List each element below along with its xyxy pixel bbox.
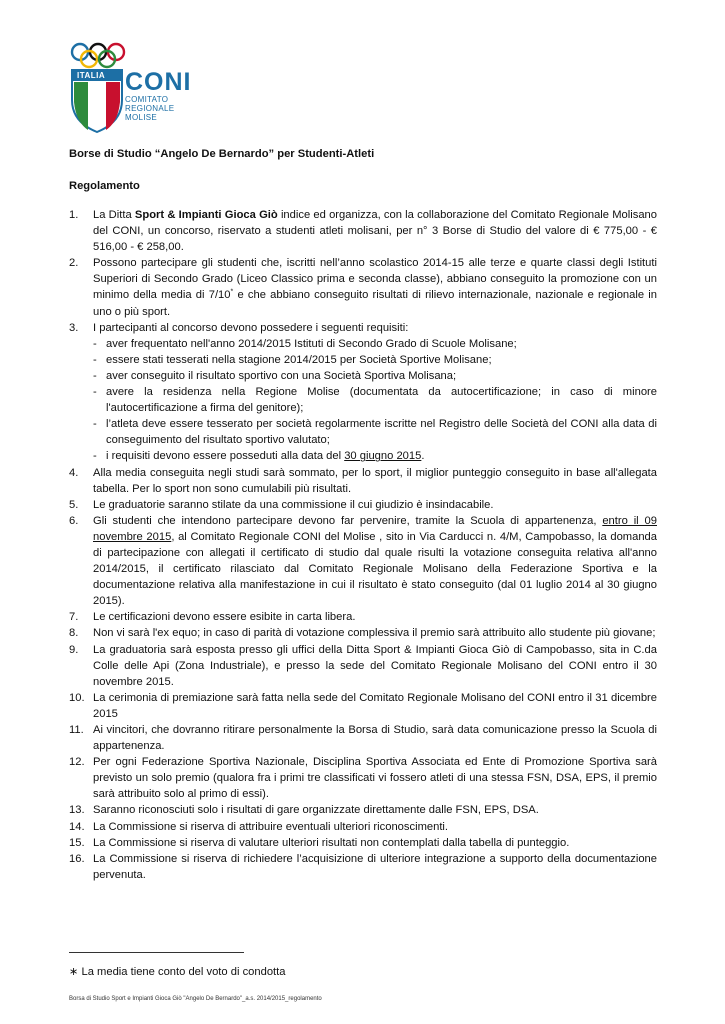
rule-item: [69, 465, 657, 497]
rule-number: 12.: [69, 756, 85, 769]
requirement-text: .: [421, 450, 425, 463]
rule-number: 5.: [69, 498, 79, 511]
rule-item: [69, 802, 657, 818]
rule-text: Gli studenti che intendono partecipare devono far pervenire, tramite la Scuola di appartenenza,: [93, 514, 603, 527]
italia-label: ITALIA: [77, 71, 106, 80]
rule-number: 15.: [69, 836, 85, 849]
requirement-text: essere stati tesserati nella stagione 2014/2015 per Società Sportive Molisane;: [106, 353, 492, 366]
rule-number: 11.: [69, 724, 84, 736]
rule-item: [69, 835, 657, 851]
rule-number: 8.: [69, 627, 79, 640]
logo-text: [125, 70, 192, 122]
logo-sub-line-2: REGIONALE: [125, 104, 175, 113]
rule-item: [69, 642, 657, 690]
requirement-item: [93, 352, 657, 368]
rule-number: 9.: [69, 643, 79, 656]
rule-number: 14.: [69, 820, 85, 833]
rule-item: [69, 207, 657, 255]
rule-text: Non vi sarà l'ex equo; in caso di parità di votazione complessiva il premio sarà attribuito allo studente più giovane;: [93, 627, 656, 640]
dash-bullet: -: [93, 353, 97, 366]
deadline-date: entro il 09 novembre 2015: [93, 514, 657, 543]
footnote-marker: *: [230, 288, 234, 296]
rule-text: La Commissione si riserva di attribuire eventuali ulteriori riconoscimenti.: [93, 820, 449, 833]
rule-number: 10.: [69, 691, 85, 704]
requirement-text: l’atleta deve essere tesserato per società regolarmente iscritte nel Registro delle Società del CONI alla data di conseguimento del risultato sportivo valutato;: [106, 418, 657, 447]
requirements-list: [93, 336, 657, 465]
rule-text: La Commissione si riserva di valutare ulteriori risultati non contemplati dalla tabella di punteggio.: [93, 836, 570, 849]
rule-text: Ai vincitori, che dovranno ritirare personalmente la Borsa di Studio, sarà data comunicazione presso la Scuola di appartenenza.: [93, 724, 657, 753]
page-footer: Borsa di Studio Sport e Impianti Gioca Giò "Angelo De Bernardo"_a.s. 2014/2015_regolamento: [69, 996, 322, 1002]
requirement-text: avere la residenza nella Regione Molise (documentata da autocertificazione; in caso di minore l'autocertificazione a firma del genitore);: [106, 386, 657, 415]
rule-text: Per ogni Federazione Sportiva Nazionale, Disciplina Sportiva Associata ed Ente di Promozione Sportiva sarà previsto un solo premio (qualora fra i primi tre classificati vi fossero atleti di una stessa FSN, DSA, EPS, il premio sarà attribuito solo al primo di essi).: [93, 756, 657, 801]
rule-text: Possono partecipare gli studenti che, iscritti nell’anno scolastico 2014-15 alle terze e quarte classi degli Istituti Superiori di Secondo Grado (Liceo Classico prima e seconda classe), abbiano conseguito la promozione con un minimo della media di 7/10: [93, 257, 657, 302]
rule-text: Le certificazioni devono essere esibite in carta libera.: [93, 611, 356, 624]
dash-bullet: -: [93, 369, 97, 382]
requirement-item: [93, 448, 657, 464]
logo-sub-line-1: COMITATO: [125, 95, 169, 104]
dash-bullet: -: [93, 418, 97, 431]
footnote: ∗ La media tiene conto del voto di condotta: [69, 966, 286, 978]
rule-text: La graduatoria sarà esposta presso gli uffici della Ditta Sport & Impianti Gioca Giò di Campobasso, sita in C.da Colle delle Api (Zona Industriale), e presso la sede del Comitato Regionale Molisano del CONI entro il 30 novembre 2015.: [93, 643, 657, 688]
rule-item: [69, 255, 657, 319]
rule-text: La Commissione si riserva di richiedere l’acquisizione di ulteriore integrazione a supporto della documentazione pervenuta.: [93, 852, 657, 881]
requirement-item: [93, 336, 657, 352]
rule-item: [69, 513, 657, 610]
requirement-text: i requisiti devono essere posseduti alla data del: [106, 450, 345, 463]
rule-text: Le graduatorie saranno stilate da una commissione il cui giudizio è insindacabile.: [93, 498, 494, 511]
rule-item: [69, 625, 657, 641]
company-name: Sport & Impianti Gioca Giò: [134, 209, 278, 221]
rule-text: Alla media conseguita negli studi sarà sommato, per lo sport, il miglior punteggio conseguito in base all'allegata tabella. Per lo sport non sono cumulabili più risultati.: [93, 466, 657, 495]
rule-text: Saranno riconosciuti solo i risultati di gare organizzate direttamente dalle FSN, EPS, DSA.: [93, 804, 539, 817]
rule-text: e che abbiano conseguito risultati di rilievo internazionale, nazionale e regionale in uno o più sport.: [93, 289, 658, 318]
dash-bullet: -: [93, 386, 97, 399]
rule-text: La cerimonia di premiazione sarà fatta nella sede del Comitato Regionale Molisano del CONI entro il 31 dicembre 2015: [93, 691, 657, 720]
rule-text: , al Comitato Regionale CONI del Molise , sito in Via Carducci n. 4/M, Campobasso, la domanda di partecipazione con allegati il certificato di studio dal quale risulti la votazione conseguita relativa all'anno 2014/2015, il certificato rilasciato dal Comitato Regionale Molisano della Federazione Sportiva e la documentazione relativa alla manifestazione in cui il risultato è stato conseguito (dal 01 luglio 2014 al 30 giugno 2015).: [93, 530, 657, 608]
rule-item: [69, 320, 657, 465]
rule-item: [69, 497, 657, 513]
rule-number: 16.: [69, 852, 85, 865]
section-heading: Regolamento: [69, 180, 140, 192]
rule-number: 6.: [69, 514, 79, 527]
rule-item: [69, 851, 657, 883]
rule-item: [69, 722, 657, 754]
rule-number: 4.: [69, 466, 79, 479]
rules-list: [69, 207, 657, 883]
requirement-text: aver frequentato nell'anno 2014/2015 Istituti di Secondo Grado di Scuole Molisane;: [106, 337, 517, 350]
rule-number: 1.: [69, 209, 79, 221]
document-title: Borse di Studio “Angelo De Bernardo” per Studenti-Atleti: [69, 148, 375, 160]
logo-sub-line-3: MOLISE: [125, 113, 158, 122]
requirement-item: [93, 368, 657, 384]
rule-item: [69, 819, 657, 835]
rule-number: 13.: [69, 804, 85, 817]
rule-item: [69, 754, 657, 802]
dash-bullet: -: [93, 450, 97, 463]
rule-item: [69, 609, 657, 625]
rule-text: La Ditta: [93, 209, 135, 221]
rule-text: indice ed organizza, con la collaborazione del Comitato Regionale Molisano del CONI, un concorso, riservato a studenti atleti molisani, per n° 3 Borse di Studio del valore di € 775,00 - € 516,00 - € 258,00.: [93, 209, 657, 254]
requirement-item: [93, 416, 657, 448]
coni-wordmark: CONI: [125, 68, 192, 96]
deadline-date: 30 giugno 2015: [344, 450, 422, 463]
rule-text: I partecipanti al concorso devono possedere i seguenti requisiti:: [93, 321, 409, 334]
requirement-text: aver conseguito il risultato sportivo con una Società Sportiva Molisana;: [106, 369, 457, 382]
rule-item: [69, 690, 657, 722]
rule-number: 3.: [69, 321, 79, 334]
rule-number: 7.: [69, 611, 79, 624]
footnote-divider: [69, 952, 244, 953]
dash-bullet: -: [93, 337, 97, 350]
requirement-item: [93, 384, 657, 416]
rule-number: 2.: [69, 257, 79, 270]
